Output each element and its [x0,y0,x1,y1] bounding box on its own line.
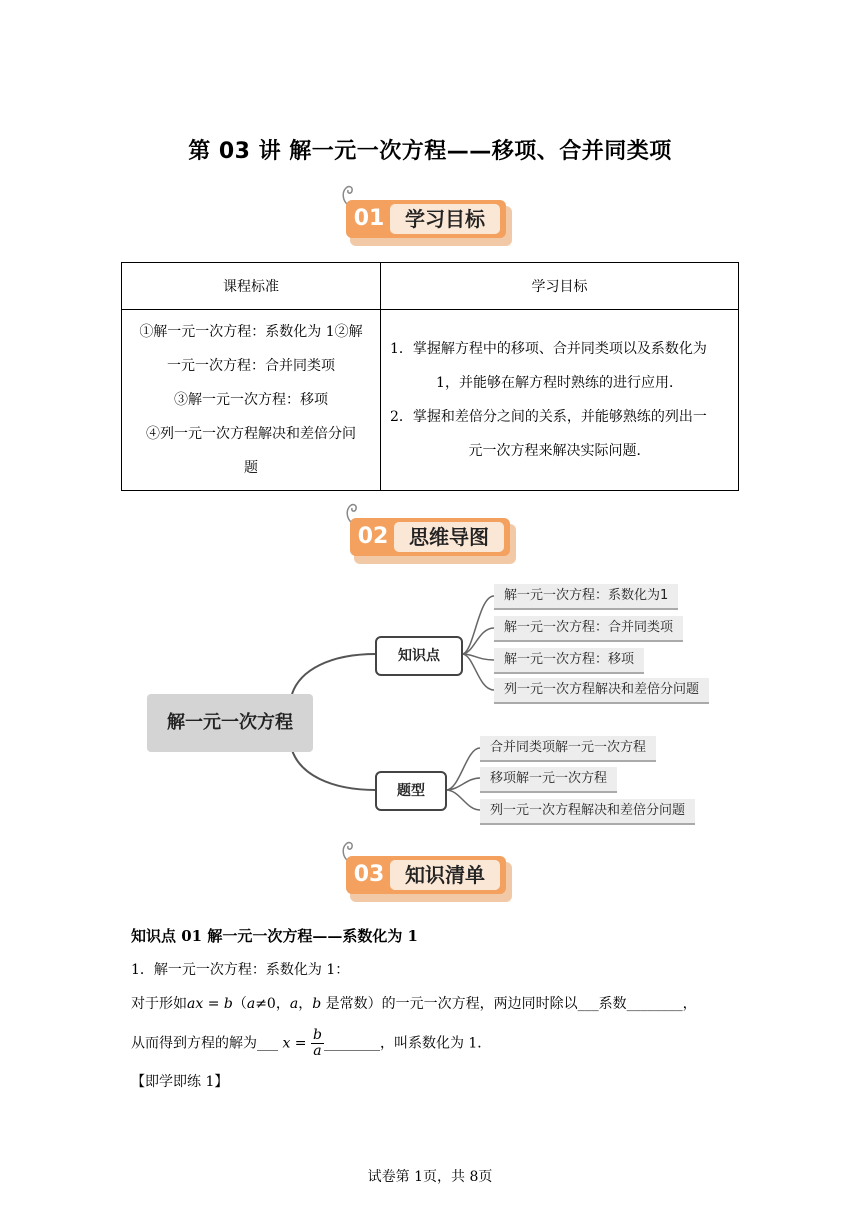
standard-line: ④列一元一次方程解决和差倍分问 [146,426,356,442]
section-badge-02 [350,518,516,564]
mindmap-leaf: 解一元一次方程：合并同类项 [494,616,683,642]
page-title: 第 03 讲 解一元一次方程——移项、合并同类项 [188,139,672,164]
mindmap-leaf: 解一元一次方程：移项 [494,648,644,674]
fill-blank: ________ [323,1035,380,1052]
fraction [311,1028,324,1059]
goal-line: 1．掌握解方程中的移项、合并同类项以及系数化为 [390,341,707,357]
goal-line: 1，并能够在解方程时熟练的进行应用． [436,375,683,391]
text-span: 是常数）的一元一次方程，两边同时除以 [321,996,578,1012]
mindmap-leaf: 合并同类项解一元一次方程 [480,736,656,762]
knowledge-point-title: 知识点 01 解一元一次方程——系数化为 1 [131,927,418,945]
table-header-standard: 课程标准 [122,263,381,310]
mindmap-branch-types: 题型 [375,771,447,811]
knowledge-line-2 [131,994,697,1014]
section-badge-03 [346,856,512,902]
text-span: 对于形如 [131,996,187,1012]
section-number: 02 [357,524,389,549]
fill-blank: ___ [257,1035,278,1052]
mindmap-branch-knowledge: 知识点 [375,636,463,676]
goal-line: 元一次方程来解决实际问题． [468,443,651,459]
page-footer: 试卷第 1页，共 8页 [367,1169,493,1185]
fraction-numerator: b [312,1027,322,1043]
text-span: 从而得到方程的解为 [131,1035,257,1052]
equation: x = [282,1035,307,1052]
knowledge-item: 1．解一元一次方程：系数化为 1： [131,962,350,978]
standard-line: 题 [244,460,258,476]
mindmap-leaf: 列一元一次方程解决和差倍分问题 [494,678,709,704]
section-number: 01 [353,206,385,231]
goal-line: 2．掌握和差倍分之间的关系，并能够熟练的列出一 [390,409,707,425]
mindmap-leaf: 列一元一次方程解决和差倍分问题 [480,799,695,825]
equation: ax = b [187,996,233,1012]
text-span: （ [232,996,247,1012]
mindmap-leaf: 移项解一元一次方程 [480,767,617,793]
text-span: ， [298,996,313,1012]
section-label: 学习目标 [390,204,500,234]
standard-line: ③解一元一次方程：移项 [174,392,328,408]
goals-table [121,262,739,491]
section-label: 知识清单 [390,860,500,890]
goals-cell [381,310,739,491]
fraction-denominator: a [313,1043,322,1059]
section-number: 03 [353,862,385,887]
variable: a [289,996,299,1012]
table-header-goal: 学习目标 [381,263,739,310]
variable: b [312,996,322,1012]
mindmap-root: 解一元一次方程 [147,694,313,752]
variable: a [246,996,256,1012]
section-badge-01 [346,200,512,246]
fill-blank: ___系数________ [577,996,683,1012]
practice-label: 【即学即练 1】 [131,1074,229,1090]
section-label: 思维导图 [394,522,504,552]
text-span: ， [682,996,697,1012]
mindmap-leaf: 解一元一次方程：系数化为1 [494,584,678,610]
standards-cell [122,310,381,491]
knowledge-line-3 [131,1028,491,1059]
text-span: ≠0， [255,996,290,1012]
text-span: ，叫系数化为 1． [379,1035,492,1052]
standard-line: ①解一元一次方程：系数化为 1②解 [139,324,363,340]
standard-line: 一元一次方程：合并同类项 [167,358,335,374]
